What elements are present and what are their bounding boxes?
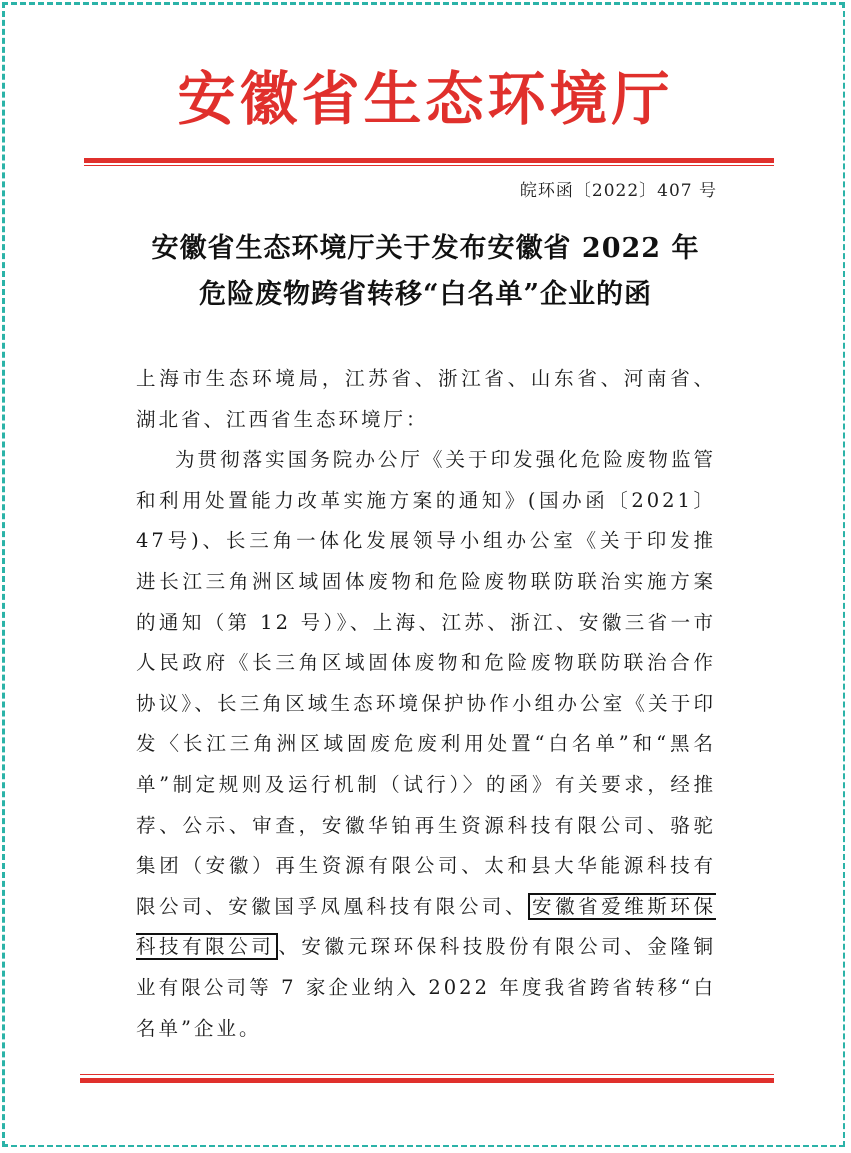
paragraph-text-after: 、安徽元琛环保科技股份有限公司、金隆铜业有限公司等 7 家企业纳入 2022 年度我省跨省转移“白名单”企业。 [136,935,716,1040]
letterhead-rule [84,158,774,163]
document-page [8,8,843,1145]
highlighted-company: 安徽省爱维斯环保科技有限公司 [136,894,716,959]
footer-rule [80,1074,774,1075]
letterhead-title: 安徽省生态环境厅 [177,65,674,133]
document-body [136,359,716,1049]
document-number: 皖环函〔2022〕407 号 [519,181,717,201]
document-title [8,226,843,318]
salutation: 上海市生态环境局，江苏省、浙江省、山东省、河南省、湖北省、江西省生态环境厅： [136,367,716,431]
main-paragraph [136,440,716,1049]
title-line-2: 危险废物跨省转移“白名单”企业的函 [198,279,653,310]
paragraph-text-before: 为贯彻落实国务院办公厅《关于印发强化危险废物监管和利用处置能力改革实施方案的通知》(国办函〔2021〕47号)、长三角一体化发展领导小组办公室《关于印发推进长江三角洲区域固体废物和危险废物联防联治实施方案的通知（第 12 号）》、上海、江苏、浙江、安徽三省一市人民政府《长三角区域固体废物和危险废物联防联治合作协议》、长三角区域生态环境保护协作小组办公室《关于印发〈长江三角洲区域固废危废利用处置“白名单”和“黑名单”制定规则及运行机制（试行）〉的函》有关要求，经推荐、公示、审查，安徽华铂再生资源科技有限公司、骆驼集团（安徽）再生资源有限公司、太和县大华能源科技有限公司、安徽国孚凤凰科技有限公司、 [136,448,716,918]
title-line-1: 安徽省生态环境厅关于发布安徽省 2022 年 [151,233,700,264]
